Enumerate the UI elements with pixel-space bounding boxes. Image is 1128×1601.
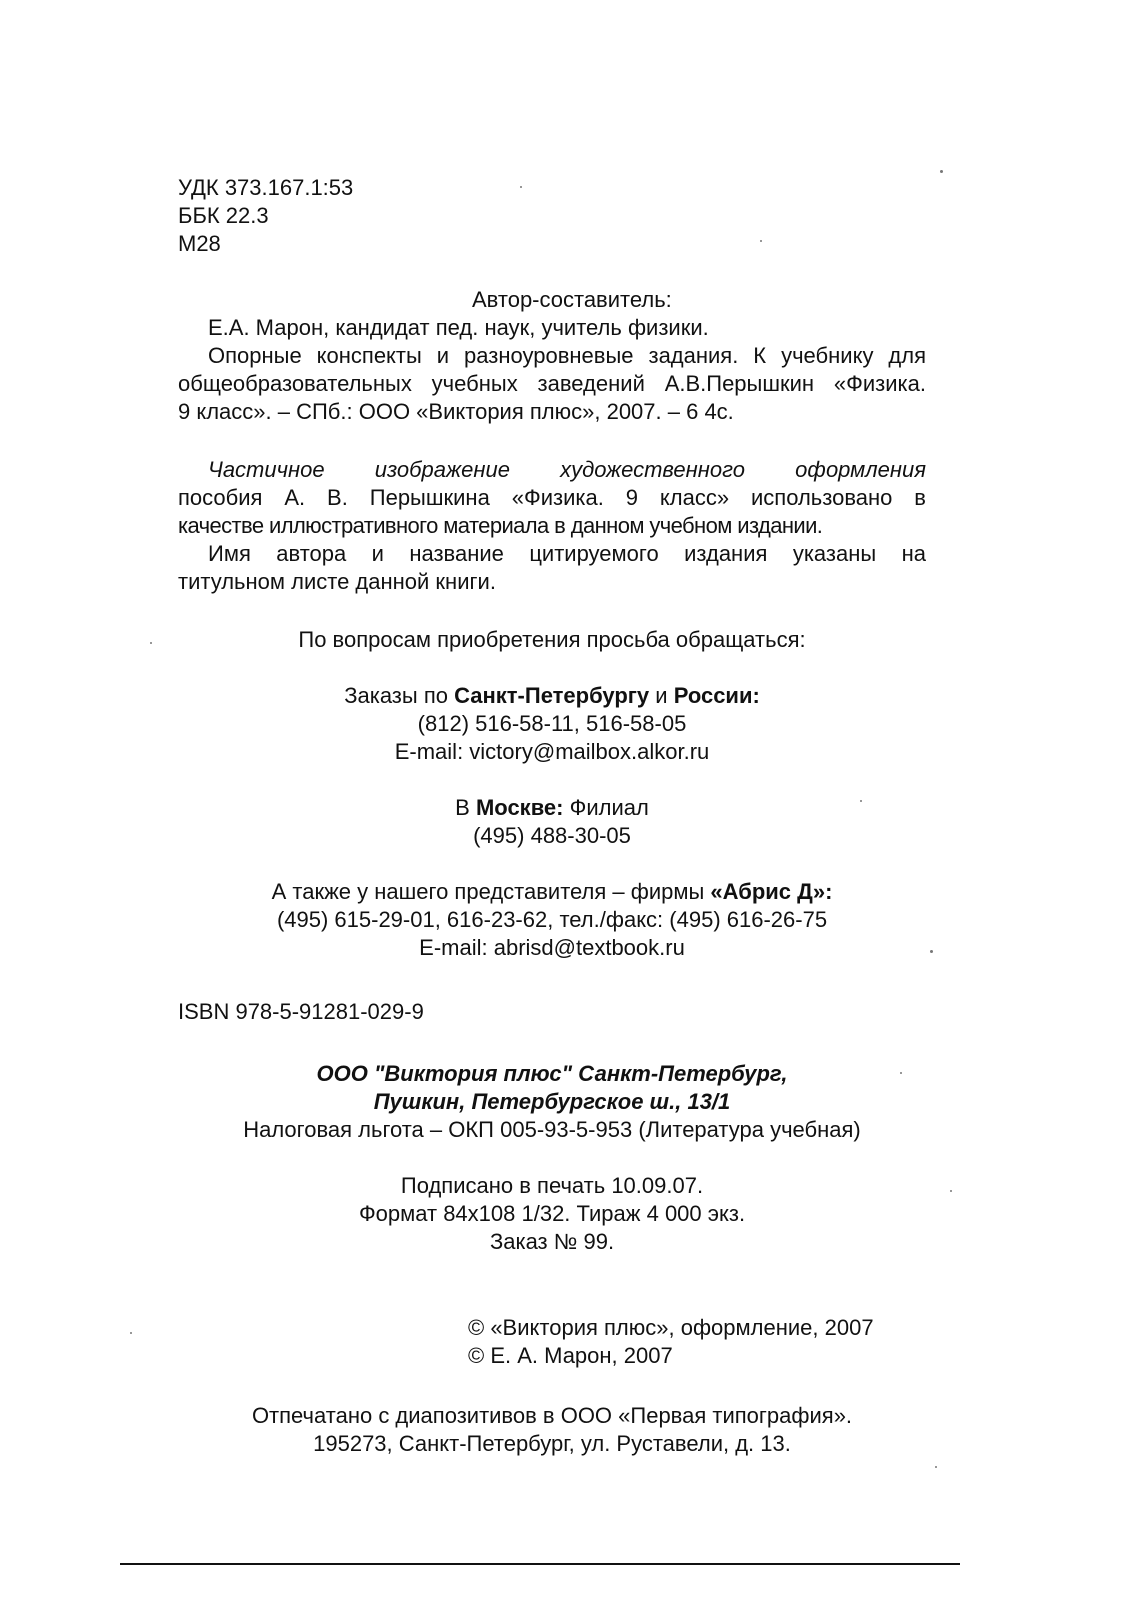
description-line-1: Опорные конспекты и разноуровневые задания. К учебнику для	[208, 343, 926, 368]
notice-author-line-1: Имя автора и название цитируемого издания указаны на	[208, 541, 926, 566]
rep-firm: «Абрис Д»:	[710, 879, 833, 904]
scan-speck	[150, 642, 152, 644]
moscow-suffix: Филиал	[563, 795, 649, 820]
notice-line-2: пособия А. В. Перышкина «Физика. 9 класс» использовано в	[178, 485, 926, 510]
printer-line-2: 195273, Санкт-Петербург, ул. Руставели, д. 13.	[313, 1431, 791, 1456]
contacts-intro: По вопросам приобретения просьба обращаться:	[298, 627, 806, 652]
description-line-2: общеобразовательных учебных заведений А.В.Перышкин «Физика.	[178, 371, 926, 396]
publisher-line-1: ООО "Виктория плюс" Санкт-Петербург,	[316, 1061, 788, 1086]
tax-exemption: Налоговая льгота – ОКП 005-93-5-953 (Литература учебная)	[243, 1117, 861, 1142]
rep-intro	[178, 878, 926, 906]
scan-speck	[130, 1332, 132, 1334]
publisher-line-2: Пушкин, Петербургское ш., 13/1	[373, 1089, 731, 1114]
print-order: Заказ № 99.	[489, 1229, 615, 1254]
scan-speck	[940, 170, 943, 173]
bottom-rule	[120, 1563, 960, 1565]
author-mark: М28	[178, 231, 221, 256]
moscow-branch	[178, 794, 926, 822]
spb-country: России:	[673, 683, 760, 708]
moscow-city: Москве:	[475, 795, 564, 820]
isbn: ISBN 978-5-91281-029-9	[178, 999, 424, 1024]
scan-speck	[760, 240, 762, 242]
spb-city: Санкт-Петербургу	[454, 683, 650, 708]
moscow-prefix: В	[455, 795, 476, 820]
udk-code: УДК 373.167.1:53	[178, 175, 354, 200]
spb-and: и	[649, 683, 674, 708]
scan-speck	[950, 1190, 952, 1192]
bbk-code: ББК 22.3	[178, 203, 269, 228]
scan-speck	[930, 950, 933, 953]
notice-line-3: качестве иллюстративного материала в данном учебном издании.	[178, 513, 823, 538]
scan-speck	[900, 1072, 902, 1074]
spb-phones: (812) 516-58-11, 516-58-05	[417, 711, 687, 736]
notice-line-1: Частичное изображение художественного оформления	[208, 457, 926, 482]
scan-speck	[860, 800, 862, 802]
copyright-author: © Е. А. Марон, 2007	[468, 1343, 673, 1368]
rep-phones: (495) 615-29-01, 616-23-62, тел./факс: (495) 616-26-75	[276, 907, 828, 932]
scan-speck	[935, 1466, 937, 1468]
moscow-phone: (495) 488-30-05	[473, 823, 631, 848]
notice-author-line-2: титульном листе данной книги.	[178, 569, 496, 594]
spb-orders	[178, 682, 926, 710]
printer-line-1: Отпечатано с диапозитивов в ООО «Первая типография».	[251, 1403, 853, 1428]
rep-email: E-mail: abrisd@textbook.ru	[419, 935, 685, 960]
print-format: Формат 84х108 1/32. Тираж 4 000 экз.	[358, 1201, 746, 1226]
print-signed: Подписано в печать 10.09.07.	[400, 1173, 704, 1198]
rep-prefix: А также у нашего представителя – фирмы	[271, 879, 711, 904]
description-line-3: 9 класс». – СПб.: ООО «Виктория плюс», 2007. – 6 4с.	[178, 399, 734, 424]
spb-email: E-mail: victory@mailbox.alkor.ru	[394, 739, 710, 764]
copyright-publisher: © «Виктория плюс», оформление, 2007	[468, 1315, 874, 1340]
spb-prefix: Заказы по	[344, 683, 455, 708]
author-label: Автор-составитель:	[472, 287, 672, 312]
author-name: Е.А. Марон, кандидат пед. наук, учитель физики.	[208, 315, 709, 340]
scan-speck	[520, 186, 522, 188]
